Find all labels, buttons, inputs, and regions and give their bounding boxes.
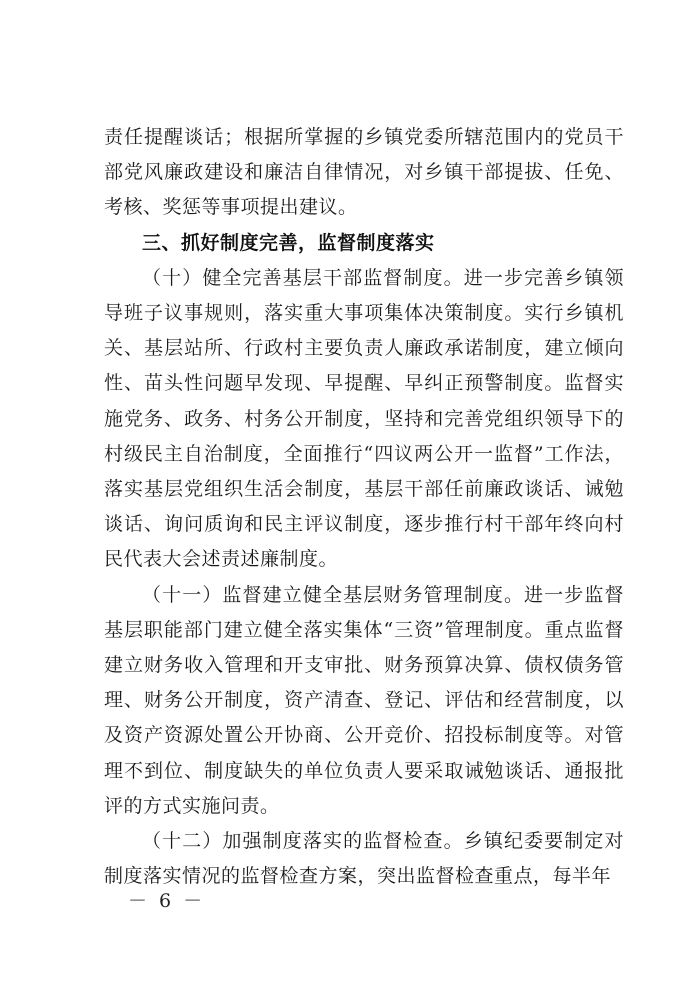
paragraph-11: （十一）监督建立健全基层财务管理制度。进一步监督基层职能部门建立健全落实集体“三资”管理制度。重点监督建立财务收入管理和开支审批、财务预算决算、债权债务管理、财务公开制度，资产清查、登记、评估和经营制度，以及资产资源处置公开协商、公开竞价、招投标制度等。对管理不到位、制度缺失的单位负责人要采取诫勉谈话、通报批评的方式实施问责。: [104, 583, 624, 817]
continuation-paragraph: 责任提醒谈话；根据所掌握的乡镇党委所辖范围内的党员干部党风廉政建设和廉洁自律情况，对乡镇干部提拔、任免、考核、奖惩等事项提出建议。: [104, 126, 624, 219]
section-heading: 三、抓好制度完善，监督制度落实: [142, 231, 435, 254]
paragraph-10: （十）健全完善基层干部监督制度。进一步完善乡镇领导班子议事规则，落实重大事项集体决策制度。实行乡镇机关、基层站所、行政村主要负责人廉政承诺制度，建立倾向性、苗头性问题早发现、早提醒、早纠正预警制度。监督实施党务、政务、村务公开制度，坚持和完善党组织领导下的村级民主自治制度，全面推行“四议两公开一监督”工作法，落实基层党组织生活会制度，基层干部任前廉政谈话、诫勉谈话、询问质询和民主评议制度，逐步推行村干部年终向村民代表大会述责述廉制度。: [104, 266, 624, 571]
paragraph-12: （十二）加强制度落实的监督检查。乡镇纪委要制定对制度落实情况的监督检查方案，突出监督检查重点，每半年: [104, 830, 624, 888]
page-number: － 6 －: [128, 890, 206, 912]
body-text: [104, 120, 624, 894]
